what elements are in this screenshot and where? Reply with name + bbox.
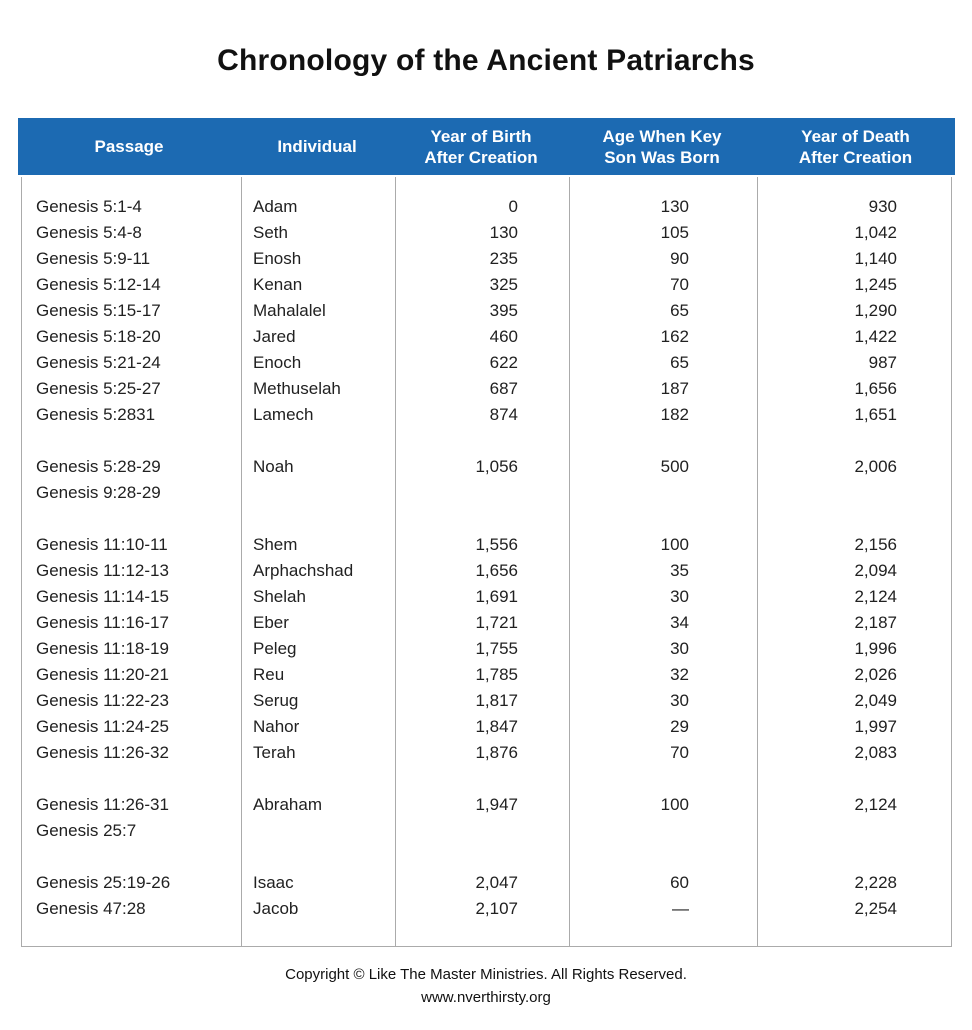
age-cell: 100 [660, 535, 689, 554]
page-title: Chronology of the Ancient Patriarchs [217, 44, 755, 77]
death-year-cell: 930 [868, 197, 897, 216]
age-cell: 90 [670, 249, 689, 268]
death-year-cell: 2,124 [854, 795, 897, 814]
copyright-text: Copyright © Like The Master Ministries. All Rights Reserved. [285, 966, 687, 983]
table-row [22, 792, 951, 844]
passage-cell: Genesis 5:9-11 [36, 249, 151, 268]
individual-cell: Shelah [253, 587, 306, 606]
passage-cell: Genesis 11:26-31 Genesis 25:7 [36, 795, 169, 840]
passage-cell: Genesis 11:22-23 [36, 691, 169, 710]
birth-year-cell: 1,947 [475, 795, 518, 814]
death-year-cell: 2,228 [854, 873, 897, 892]
death-year-cell: 1,656 [854, 379, 897, 398]
individual-cell: Abraham [253, 795, 322, 814]
death-year-cell: 1,996 [854, 639, 897, 658]
death-year-cell: 987 [868, 353, 897, 372]
column-header: Individual [277, 137, 357, 156]
table-row [22, 688, 951, 714]
birth-year-cell: 1,721 [475, 613, 518, 632]
table-row [22, 454, 951, 506]
table-row [22, 376, 951, 402]
death-year-cell: 1,245 [854, 275, 897, 294]
age-cell: 100 [660, 795, 689, 814]
individual-cell: Noah [253, 457, 294, 476]
table-row [22, 584, 951, 610]
website-text: www.nverthirsty.org [421, 989, 551, 1006]
table-row [22, 402, 951, 428]
table-group [22, 194, 951, 428]
age-cell: 70 [670, 743, 689, 762]
death-year-cell: 1,651 [854, 405, 897, 424]
age-cell: 65 [670, 353, 689, 372]
death-year-cell: 1,140 [854, 249, 897, 268]
age-cell: 32 [670, 665, 689, 684]
table-row [22, 298, 951, 324]
death-year-cell: 2,049 [854, 691, 897, 710]
individual-cell: Eber [253, 613, 289, 632]
table-row [22, 870, 951, 896]
passage-cell: Genesis 5:2831 [36, 405, 156, 424]
passage-cell: Genesis 11:16-17 [36, 613, 169, 632]
age-cell: 34 [670, 613, 689, 632]
individual-cell: Enoch [253, 353, 302, 372]
table-group [22, 792, 951, 844]
table-row [22, 714, 951, 740]
passage-cell: Genesis 11:18-19 [36, 639, 169, 658]
individual-cell: Serug [253, 691, 299, 710]
passage-cell: Genesis 5:18-20 [36, 327, 161, 346]
age-cell: 70 [670, 275, 689, 294]
birth-year-cell: 687 [489, 379, 518, 398]
individual-cell: Nahor [253, 717, 300, 736]
table-row [22, 740, 951, 766]
age-cell: 162 [660, 327, 689, 346]
age-cell: 35 [670, 561, 689, 580]
passage-cell: Genesis 11:12-13 [36, 561, 169, 580]
death-year-cell: 2,254 [854, 899, 897, 918]
death-year-cell: 1,422 [854, 327, 897, 346]
passage-cell: Genesis 5:21-24 [36, 353, 161, 372]
birth-year-cell: 1,556 [475, 535, 518, 554]
individual-cell: Jacob [253, 899, 299, 918]
passage-cell: Genesis 11:24-25 [36, 717, 169, 736]
individual-cell: Arphachshad [253, 561, 354, 580]
death-year-cell: 2,187 [854, 613, 897, 632]
table-body [21, 177, 952, 947]
table-row [22, 636, 951, 662]
birth-year-cell: 460 [489, 327, 518, 346]
column-header: Year of Death After Creation [798, 126, 913, 167]
passage-cell: Genesis 47:28 [36, 899, 146, 918]
death-year-cell: 2,094 [854, 561, 897, 580]
column-header: Year of Birth After Creation [424, 126, 538, 167]
passage-cell: Genesis 11:26-32 [36, 743, 169, 762]
table-group [22, 454, 951, 506]
individual-cell: Adam [253, 197, 298, 216]
birth-year-cell: 325 [489, 275, 518, 294]
table-group [22, 532, 951, 766]
passage-cell: Genesis 25:19-26 [36, 873, 171, 892]
death-year-cell: 1,290 [854, 301, 897, 320]
birth-year-cell: 1,876 [475, 743, 518, 762]
death-year-cell: 2,156 [854, 535, 897, 554]
birth-year-cell: 1,691 [475, 587, 518, 606]
age-cell: 500 [660, 457, 689, 476]
passage-cell: Genesis 5:12-14 [36, 275, 161, 294]
age-cell: 30 [670, 639, 689, 658]
individual-cell: Mahalalel [253, 301, 326, 320]
table-body-rows [22, 177, 951, 946]
table-row [22, 324, 951, 350]
table-row [22, 220, 951, 246]
birth-year-cell: 2,047 [475, 873, 518, 892]
passage-cell: Genesis 5:28-29 Genesis 9:28-29 [36, 457, 161, 502]
individual-cell: Kenan [253, 275, 303, 294]
birth-year-cell: 2,107 [475, 899, 518, 918]
birth-year-cell: 874 [489, 405, 518, 424]
column-header: Passage [94, 137, 164, 156]
death-year-cell: 2,026 [854, 665, 897, 684]
table-row [22, 272, 951, 298]
age-cell: 130 [660, 197, 689, 216]
individual-cell: Seth [253, 223, 288, 242]
death-year-cell: 1,997 [854, 717, 897, 736]
table-row [22, 610, 951, 636]
table-row [22, 662, 951, 688]
death-year-cell: 2,124 [854, 587, 897, 606]
age-cell: 60 [670, 873, 689, 892]
birth-year-cell: 395 [489, 301, 518, 320]
passage-cell: Genesis 11:10-11 [36, 535, 168, 554]
table-header [18, 118, 955, 175]
individual-cell: Lamech [253, 405, 314, 424]
individual-cell: Methuselah [253, 379, 341, 398]
age-cell: 187 [660, 379, 689, 398]
death-year-cell: 2,083 [854, 743, 897, 762]
footer [0, 963, 972, 1009]
birth-year-cell: 130 [489, 223, 518, 242]
age-cell: 65 [670, 301, 689, 320]
birth-year-cell: 1,817 [475, 691, 518, 710]
table-row [22, 246, 951, 272]
age-cell: 182 [660, 405, 689, 424]
death-year-cell: 2,006 [854, 457, 897, 476]
age-cell: 105 [660, 223, 689, 242]
death-year-cell: 1,042 [854, 223, 897, 242]
age-cell: 30 [670, 691, 689, 710]
age-cell: 30 [670, 587, 689, 606]
individual-cell: Terah [253, 743, 296, 762]
passage-cell: Genesis 11:14-15 [36, 587, 169, 606]
age-cell: 29 [670, 717, 689, 736]
birth-year-cell: 0 [508, 197, 518, 216]
passage-cell: Genesis 5:25-27 [36, 379, 161, 398]
individual-cell: Jared [253, 327, 296, 346]
individual-cell: Peleg [253, 639, 297, 658]
birth-year-cell: 1,656 [475, 561, 518, 580]
table-row [22, 896, 951, 922]
individual-cell: Shem [253, 535, 298, 554]
table-row [22, 558, 951, 584]
birth-year-cell: 622 [489, 353, 518, 372]
table-group [22, 870, 951, 922]
age-cell: — [672, 899, 689, 918]
individual-cell: Enosh [253, 249, 302, 268]
passage-cell: Genesis 11:20-21 [36, 665, 169, 684]
passage-cell: Genesis 5:1-4 [36, 197, 142, 216]
birth-year-cell: 1,056 [475, 457, 518, 476]
passage-cell: Genesis 5:4-8 [36, 223, 142, 242]
table-row [22, 194, 951, 220]
birth-year-cell: 1,847 [475, 717, 518, 736]
birth-year-cell: 235 [489, 249, 518, 268]
birth-year-cell: 1,755 [475, 639, 518, 658]
individual-cell: Reu [253, 665, 285, 684]
table-row [22, 350, 951, 376]
birth-year-cell: 1,785 [475, 665, 518, 684]
individual-cell: Isaac [253, 873, 294, 892]
passage-cell: Genesis 5:15-17 [36, 301, 161, 320]
table-row [22, 532, 951, 558]
column-header: Age When Key Son Was Born [602, 126, 722, 167]
